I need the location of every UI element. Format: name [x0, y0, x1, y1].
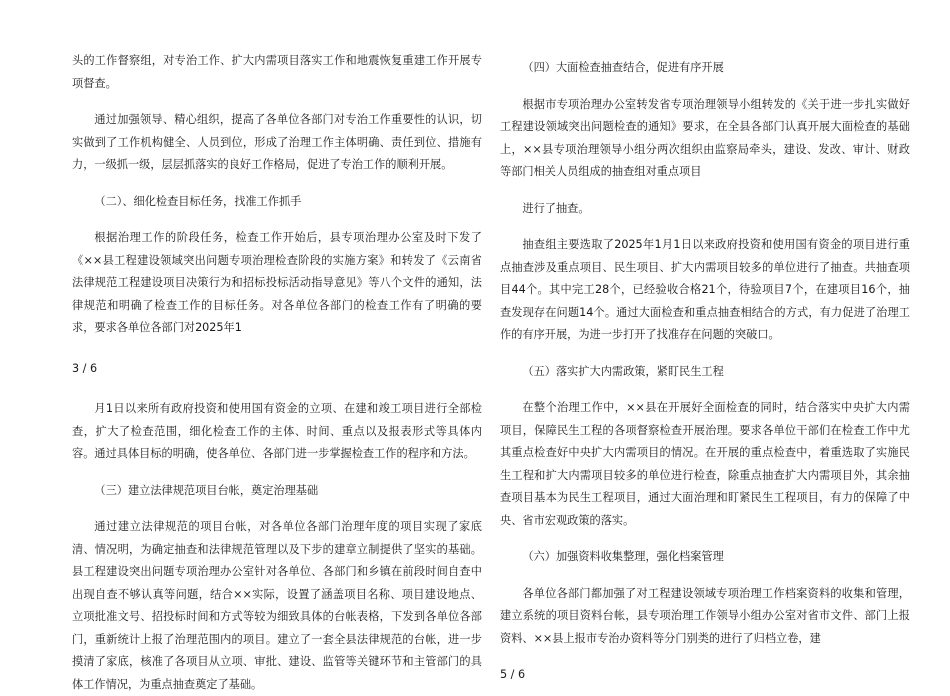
- paragraph-supervision-groups: 头的工作督察组，对专治工作、扩大内需项目落实工作和地震恢复重建工作开展专项督查。: [72, 54, 482, 90]
- paragraph-project-ledger: 通过建立法律规范的项目台帐，对各单位各部门治理年度的项目实现了家底清、情况明，为确定抽查和法律规范管理以及下步的建章立制提供了坚实的基础。县工程建设突出问题专项治理办公室针对各单位、各部门和乡镇在前段时间自查中出现自查不够认真等问题，结合××实际，设置了涵盖项目名称、项目建设地点、立项批准文号、招投标时间和方式等较为细致具体的台帐表格，下发到各单位各部门，重新统计上报了治理范围内的项目。建立了一套全县法律规范的台帐，进一步摸清了家底，核准了各项目从立项、审批、建设、监管等关键环节和主管部门的具体工作情况，为重点抽查奠定了基础。: [72, 520, 482, 691]
- paragraph-inspection-scope: 月1日以来所有政府投资和使用国有资金的立项、在建和竣工项目进行全部检查，扩大了检查范围，细化检查工作的主体、时间、重点以及报表形式等具体内容。通过具体目标的明确，使各单位、各部门进一步掌握检查工作的程序和方法。: [72, 402, 482, 460]
- left-page-column: [72, 50, 482, 696]
- right-page-column: [500, 57, 910, 687]
- page-number-left: 3 / 6: [72, 361, 98, 375]
- heading-section-6: （六）加强资料收集整理，强化档案管理: [522, 550, 724, 563]
- paragraph-spot-check-continued: 进行了抽查。: [522, 201, 590, 215]
- heading-section-5: （五）落实扩大内需政策，紧盯民生工程: [522, 364, 724, 378]
- heading-section-2: （二）、细化检查目标任务，找准工作抓手: [94, 194, 302, 208]
- paragraph-domestic-demand: 在整个治理工作中，××县在开展好全面检查的同时，结合落实中央扩大内需项目，保障民生工程的各项督察检查开展治理。要求各单位干部们在检查工作中尤其重点检查好中央扩大内需项目的情况。在开展的重点检查中，着重选取了实施民生工程和扩大内需项目较多的单位进行检查，除重点抽查扩大内需项目外，其余抽查项目基本为民生工程项目，通过大面治理和盯紧民生工程项目，有力的保障了中央、省市宏观政策的落实。: [500, 401, 910, 527]
- page-number-right: 5 / 6: [500, 668, 526, 681]
- paragraph-spot-check-results: 抽查组主要选取了2025年1月1日以来政府投资和使用国有资金的项目进行重点抽查涉及重点项目、民生项目、扩大内需项目较多的单位进行了抽查。共抽查项目44个。其中完工28个，已经验收合格21个，待验项目7个，在建项目16个，抽查发现存在问题14个。通过大面检查和重点抽查相结合的方式，有力促进了治理工作的有序开展，为进一步打开了找准存在问题的突破口。: [500, 238, 910, 341]
- paragraph-targets: 根据治理工作的阶段任务，检查工作开始后，县专项治理办公室及时下发了《××县工程建设领域突出问题专项治理检查阶段的实施方案》和转发了《云南省法律规范工程建设项目决策行为和招标投标活动指导意见》等八个文件的通知，法律规范和明确了检查工作的目标任务。对各单位各部门的检查工作有了明确的要求，要求各单位各部门对2025年1: [72, 231, 482, 334]
- heading-section-4: （四）大面检查抽查结合，促进有序开展: [522, 61, 724, 74]
- heading-section-3: （三）建立法律规范项目台帐，奠定治理基础: [94, 483, 319, 497]
- paragraph-archive-management: 各单位各部门都加强了对工程建设领域专项治理工作档案资料的收集和管理，建立系统的项目资料台帐，县专项治理工作领导小组办公室对省市文件、部门上报资料、××县上报市专治办资料等分门别类的进行了归档立卷，建: [500, 586, 910, 645]
- paragraph-spot-check-basis: 根据市专项治理办公室转发省专项治理领导小组转发的《关于进一步扎实做好工程建设领域突出问题检查的通知》要求，在全县各部门认真开展大面检查的基础上，××县专项治理领导小组分两次组织由监察局牵头，建设、发改、审计、财政等部门相关人员组成的抽查组对重点项目: [500, 97, 910, 178]
- paragraph-leadership: 通过加强领导、精心组织，提高了各单位各部门对专治工作重要性的认识，切实做到了工作机构健全、人员到位，形成了治理工作主体明确、责任到位、措施有力，一级抓一级，层层抓落实的良好工作格局，促进了专治工作的顺利开展。: [72, 113, 482, 171]
